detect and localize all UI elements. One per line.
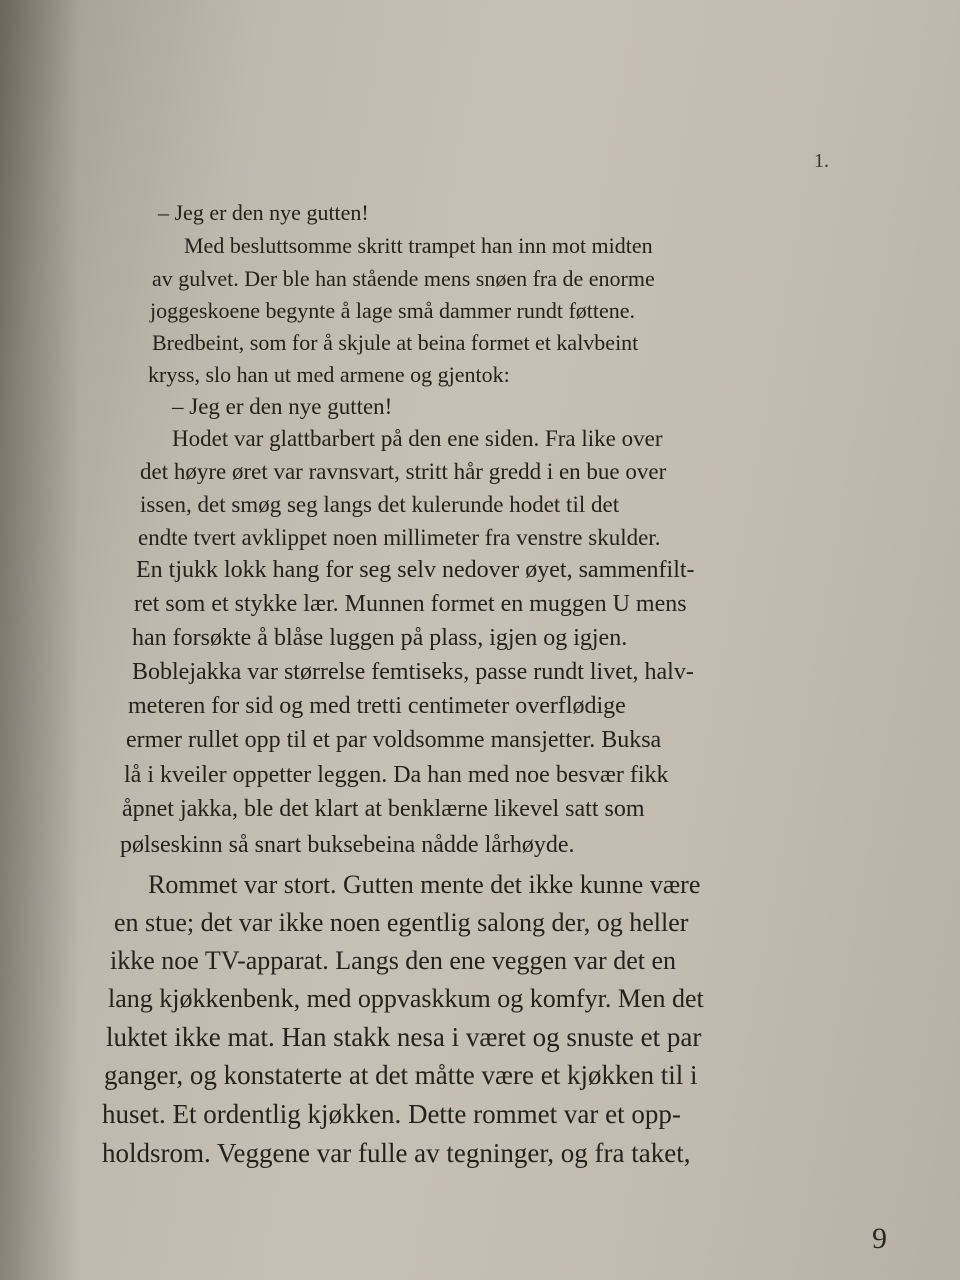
text-line: åpnet jakka, ble det klart at benklærne likevel satt som <box>122 796 645 822</box>
text-line: av gulvet. Der ble han stående mens snøen fra de enorme <box>152 266 655 291</box>
text-line: det høyre øret var ravnsvart, stritt hår gredd i en bue over <box>140 459 667 484</box>
text-line: Bredbeint, som for å skjule at beina formet et kalvbeint <box>152 330 639 355</box>
text-line: meteren for sid og med tretti centimeter overflødige <box>128 693 626 719</box>
text-line: – Jeg er den nye gutten! <box>172 394 393 419</box>
text-line: ermer rullet opp til et par voldsomme mansjetter. Buksa <box>126 727 662 753</box>
text-line: joggeskoene begynte å lage små dammer rundt føttene. <box>150 298 636 323</box>
text-line: ikke noe TV-apparat. Langs den ene veggen var det en <box>110 946 677 975</box>
text-line: huset. Et ordentlig kjøkken. Dette rommet var et opp- <box>102 1099 681 1129</box>
text-line: issen, det smøg seg langs det kulerunde hodet til det <box>140 492 620 517</box>
text-line: Hodet var glattbarbert på den ene siden. Fra like over <box>172 426 663 451</box>
text-line: ganger, og konstaterte at det måtte være et kjøkken til i <box>104 1060 698 1090</box>
chapter-number: 1. <box>814 150 829 172</box>
text-line: ret som et stykke lær. Munnen formet en muggen U mens <box>134 591 687 617</box>
text-line: luktet ikke mat. Han stakk nesa i været og snuste et par <box>106 1022 702 1052</box>
text-line: pølseskinn så snart buksebeina nådde lårhøyde. <box>120 832 575 858</box>
text-line: Rommet var stort. Gutten mente det ikke kunne være <box>148 870 701 899</box>
text-line: Med besluttsomme skritt trampet han inn mot midten <box>184 233 653 258</box>
text-line: kryss, slo han ut med armene og gjentok: <box>148 362 510 387</box>
text-line: – Jeg er den nye gutten! <box>158 200 369 225</box>
text-line: en stue; det var ikke noen egentlig salong der, og heller <box>114 908 689 937</box>
text-line: endte tvert avklippet noen millimeter fra venstre skulder. <box>138 525 661 550</box>
text-line: lå i kveiler oppetter leggen. Da han med noe besvær fikk <box>124 762 669 788</box>
text-line: han forsøkte å blåse luggen på plass, igjen og igjen. <box>132 625 628 651</box>
text-line: lang kjøkkenbenk, med oppvaskkum og komfyr. Men det <box>108 984 704 1013</box>
text-line: holdsrom. Veggene var fulle av tegninger, og fra taket, <box>102 1138 691 1168</box>
text-line: En tjukk lokk hang for seg selv nedover øyet, sammenfilt- <box>136 557 695 583</box>
page-gutter-shadow <box>0 0 80 1280</box>
page-number: 9 <box>872 1222 887 1255</box>
text-line: Boblejakka var størrelse femtiseks, passe rundt livet, halv- <box>132 659 694 685</box>
